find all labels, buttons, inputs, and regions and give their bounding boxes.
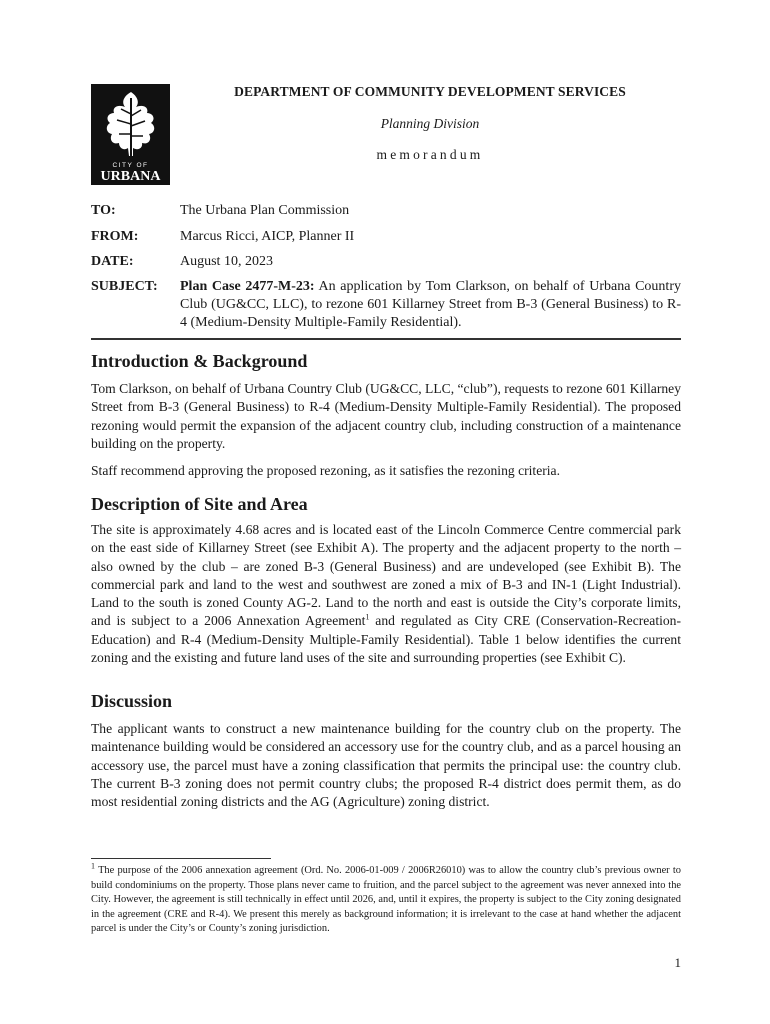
footnote-text: The purpose of the 2006 annexation agreement (Ord. No. 2006-01-009 / 2006R26010) was to allow the country club’s previous owner to build condominiums on the property. Those plans never came to fruition, and the parcel subject to the agreement was never annexed into the City. However, the agreement is still technically in effect until 2026, and, until it expires, the property is subject to the City zoning designated in the agreement (CRE and R-4). We present this merely as background information; it is irrelevant to the case at hand whether the adjacent parcel is under the City’s or County’s zoning jurisdiction. <box>91 865 681 935</box>
site-heading: Description of Site and Area <box>91 494 308 514</box>
division-name: Planning Division <box>380 116 480 131</box>
header-divider <box>91 338 681 340</box>
discussion-paragraph: The applicant wants to construct a new maintenance building for the country club on the property. The maintenance building would be considered an accessory use for the country club, and as a parcel housing an accessory use, the parcel must have a zoning classification that permits the principal use: the country club. The current B-3 zoning does not permit country clubs; the proposed R-4 district does permit them, as do most residential zoning districts and the AG (Agriculture) zoning district. <box>91 721 681 810</box>
city-of-urbana-logo <box>91 84 170 185</box>
from-value: Marcus Ricci, AICP, Planner II <box>180 229 355 244</box>
subject-text: An application by Tom Clarkson, on behalf of Urbana Country Club (UG&CC, LLC), to rezone 601 Killarney Street from B-3 (General Business) to R-4 (Medium-Density Multiple-Family Residential). <box>180 279 681 330</box>
subject-label: SUBJECT: <box>91 279 158 294</box>
plan-case-number: Plan Case 2477-M-23: <box>180 279 315 294</box>
oak-leaf-icon <box>91 84 170 185</box>
site-text-part1: The site is approximately 4.68 acres and is located east of the Lincoln Commerce Centre commercial park on the east side of Killarney Street (see Exhibit A). The property and the adjacent property to the north – also owned by the club – are zoned B-3 (General Business) and are undeveloped (see Exhibit B). The commercial park and land to the west and southwest are zoned a mix of B-3 and IN-1 (Light Industrial). Land to the south is zoned County AG-2. Land to the north and east is outside the City’s corporate limits, and is subject to a 2006 Annexation Agreement <box>91 522 681 629</box>
recommendation-paragraph: Staff recommend approving the proposed rezoning, as it satisfies the rezoning criteria. <box>91 463 560 478</box>
date-value: August 10, 2023 <box>180 254 273 269</box>
to-label: TO: <box>91 203 116 218</box>
intro-paragraph: Tom Clarkson, on behalf of Urbana Country Club (UG&CC, LLC, “club”), requests to rezone 601 Killarney Street from B-3 (General Business) to R-4 (Medium-Density Multiple-Family Residential). The proposed rezoning would permit the expansion of the adjacent country club, including construction of a maintenance building on the property. <box>91 381 681 451</box>
date-label: DATE: <box>91 254 134 269</box>
footnote-divider <box>91 858 271 859</box>
discussion-heading: Discussion <box>91 691 173 711</box>
footnote-reference[interactable]: 1 <box>365 612 370 622</box>
footnote-number: 1 <box>91 861 95 871</box>
department-title: DEPARTMENT OF COMMUNITY DEVELOPMENT SERVICES <box>234 84 626 99</box>
subject-value <box>180 278 681 332</box>
intro-heading: Introduction & Background <box>91 351 308 371</box>
site-paragraph <box>91 521 681 667</box>
page-number: 1 <box>674 955 681 970</box>
logo-urbana: URBANA <box>100 169 161 184</box>
site-text-part2: and regulated as City CRE (Conservation-Recreation-Education) and R-4 (Medium-Density Multiple-Family Residential). Table 1 below identifies the current zoning and the existing and future land uses of the site and surrounding properties (see Exhibit C). <box>91 613 682 666</box>
logo-city-of: CITY OF <box>112 162 149 169</box>
footnote <box>91 861 681 937</box>
memorandum-label: memorandum <box>376 147 484 162</box>
to-value: The Urbana Plan Commission <box>180 203 350 218</box>
from-label: FROM: <box>91 229 139 244</box>
